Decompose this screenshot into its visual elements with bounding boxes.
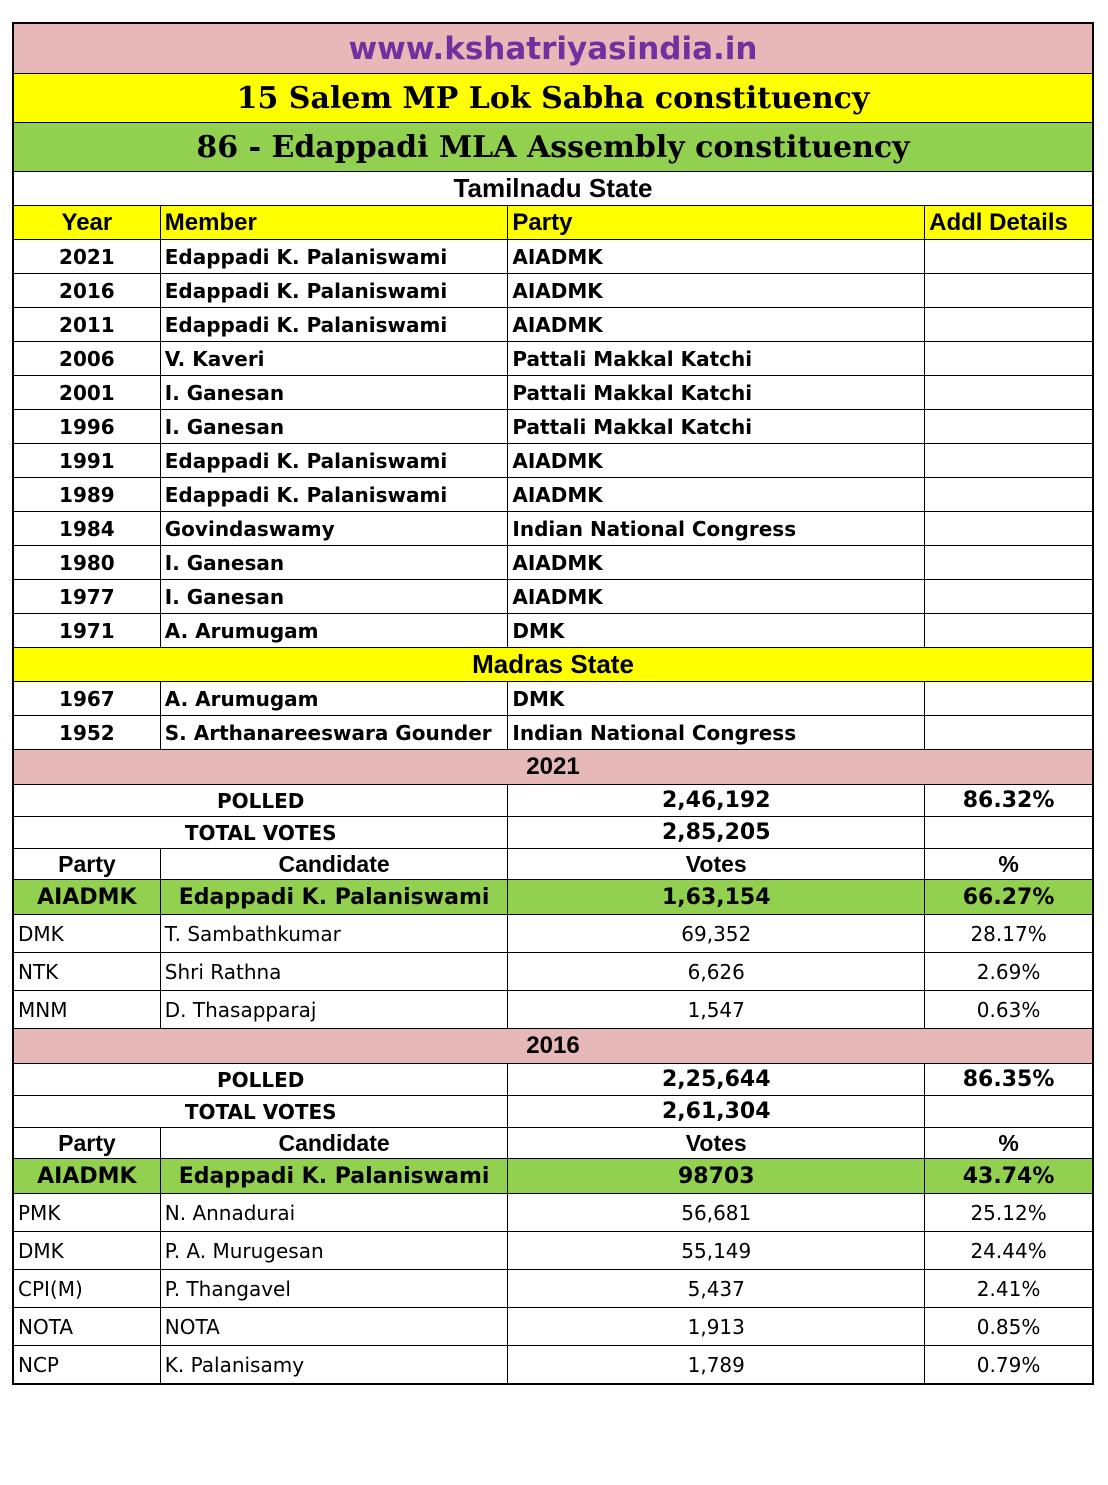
candidate-party: CPI(M) [13, 1270, 160, 1308]
member-name: Edappadi K. Palaniswami [160, 274, 508, 308]
member-party: DMK [508, 682, 925, 716]
candidate-votes: 5,437 [508, 1270, 925, 1308]
member-year: 1984 [13, 512, 160, 546]
winner-party: AIADMK [13, 880, 160, 915]
winner-percent: 66.27% [925, 880, 1093, 915]
member-addl-details [925, 444, 1093, 478]
winner-row [13, 1159, 1093, 1194]
polled-votes: 2,25,644 [508, 1064, 925, 1096]
results-header-percent: % [925, 849, 1093, 880]
member-addl-details [925, 376, 1093, 410]
member-row [13, 274, 1093, 308]
candidate-row [13, 1194, 1093, 1232]
results-header-candidate: Candidate [160, 849, 508, 880]
candidate-party: PMK [13, 1194, 160, 1232]
candidate-party: NCP [13, 1346, 160, 1385]
member-party: AIADMK [508, 274, 925, 308]
header-year: Year [13, 206, 160, 240]
candidate-votes: 56,681 [508, 1194, 925, 1232]
member-year: 2021 [13, 240, 160, 274]
state-label-madras: Madras State [13, 648, 1093, 682]
candidate-percent: 2.41% [925, 1270, 1093, 1308]
member-row [13, 614, 1093, 648]
member-addl-details [925, 478, 1093, 512]
member-party: AIADMK [508, 444, 925, 478]
candidate-party: MNM [13, 991, 160, 1029]
member-row [13, 410, 1093, 444]
total-votes-empty [925, 817, 1093, 849]
member-name: Edappadi K. Palaniswami [160, 478, 508, 512]
member-year: 1967 [13, 682, 160, 716]
candidate-percent: 2.69% [925, 953, 1093, 991]
candidate-row [13, 915, 1093, 953]
member-name: Edappadi K. Palaniswami [160, 308, 508, 342]
member-year: 2011 [13, 308, 160, 342]
candidate-name: NOTA [160, 1308, 508, 1346]
polled-percent: 86.35% [925, 1064, 1093, 1096]
member-party: Pattali Makkal Katchi [508, 410, 925, 444]
election-year-band [13, 750, 1093, 785]
candidate-row [13, 1232, 1093, 1270]
total-votes-row [13, 817, 1093, 849]
member-year: 2006 [13, 342, 160, 376]
candidate-party: DMK [13, 915, 160, 953]
lok-sabha-title: 15 Salem MP Lok Sabha constituency [13, 74, 1093, 123]
member-party: AIADMK [508, 240, 925, 274]
candidate-votes: 55,149 [508, 1232, 925, 1270]
member-year: 1996 [13, 410, 160, 444]
results-header-row [13, 849, 1093, 880]
polled-row [13, 1064, 1093, 1096]
members-header-row [13, 206, 1093, 240]
member-party: Pattali Makkal Katchi [508, 376, 925, 410]
header-party: Party [508, 206, 925, 240]
polled-label: POLLED [13, 785, 508, 817]
results-header-row [13, 1128, 1093, 1159]
polled-label: POLLED [13, 1064, 508, 1096]
member-year: 1977 [13, 580, 160, 614]
candidate-row [13, 1308, 1093, 1346]
site-url[interactable]: www.kshatriyasindia.in [13, 23, 1093, 74]
candidate-name: K. Palanisamy [160, 1346, 508, 1385]
candidate-party: NOTA [13, 1308, 160, 1346]
member-addl-details [925, 512, 1093, 546]
member-row [13, 546, 1093, 580]
candidate-row [13, 953, 1093, 991]
member-addl-details [925, 580, 1093, 614]
candidate-party: NTK [13, 953, 160, 991]
candidate-votes: 1,913 [508, 1308, 925, 1346]
member-addl-details [925, 546, 1093, 580]
member-name: I. Ganesan [160, 580, 508, 614]
member-name: S. Arthanareeswara Gounder [160, 716, 508, 750]
total-votes-empty [925, 1096, 1093, 1128]
member-name: A. Arumugam [160, 682, 508, 716]
member-addl-details [925, 240, 1093, 274]
member-party: Pattali Makkal Katchi [508, 342, 925, 376]
polled-percent: 86.32% [925, 785, 1093, 817]
candidate-party: DMK [13, 1232, 160, 1270]
member-name: Edappadi K. Palaniswami [160, 444, 508, 478]
total-votes-label: TOTAL VOTES [13, 817, 508, 849]
results-header-party: Party [13, 1128, 160, 1159]
winner-votes: 1,63,154 [508, 880, 925, 915]
member-party: AIADMK [508, 580, 925, 614]
member-name: Govindaswamy [160, 512, 508, 546]
header-member: Member [160, 206, 508, 240]
member-year: 1989 [13, 478, 160, 512]
results-header-votes: Votes [508, 1128, 925, 1159]
candidate-votes: 1,547 [508, 991, 925, 1029]
candidate-name: P. Thangavel [160, 1270, 508, 1308]
total-votes-value: 2,61,304 [508, 1096, 925, 1128]
election-year: 2021 [13, 750, 1093, 785]
constituency-sheet [12, 22, 1094, 1385]
winner-row [13, 880, 1093, 915]
results-header-candidate: Candidate [160, 1128, 508, 1159]
member-row [13, 240, 1093, 274]
member-name: Edappadi K. Palaniswami [160, 240, 508, 274]
member-year: 1971 [13, 614, 160, 648]
winner-party: AIADMK [13, 1159, 160, 1194]
member-party: Indian National Congress [508, 512, 925, 546]
candidate-votes: 1,789 [508, 1346, 925, 1385]
member-row [13, 580, 1093, 614]
member-addl-details [925, 716, 1093, 750]
member-party: AIADMK [508, 478, 925, 512]
member-name: I. Ganesan [160, 546, 508, 580]
candidate-percent: 0.63% [925, 991, 1093, 1029]
member-year: 1991 [13, 444, 160, 478]
total-votes-row [13, 1096, 1093, 1128]
candidate-name: T. Sambathkumar [160, 915, 508, 953]
candidate-percent: 0.79% [925, 1346, 1093, 1385]
candidate-row [13, 1270, 1093, 1308]
member-year: 2016 [13, 274, 160, 308]
member-name: I. Ganesan [160, 376, 508, 410]
candidate-percent: 28.17% [925, 915, 1093, 953]
results-header-votes: Votes [508, 849, 925, 880]
member-row [13, 342, 1093, 376]
member-year: 1952 [13, 716, 160, 750]
member-row [13, 376, 1093, 410]
candidate-percent: 25.12% [925, 1194, 1093, 1232]
member-row [13, 512, 1093, 546]
member-year: 2001 [13, 376, 160, 410]
member-addl-details [925, 614, 1093, 648]
election-year: 2016 [13, 1029, 1093, 1064]
member-addl-details [925, 274, 1093, 308]
member-party: AIADMK [508, 546, 925, 580]
polled-votes: 2,46,192 [508, 785, 925, 817]
candidate-votes: 6,626 [508, 953, 925, 991]
total-votes-value: 2,85,205 [508, 817, 925, 849]
candidate-percent: 0.85% [925, 1308, 1093, 1346]
candidate-votes: 69,352 [508, 915, 925, 953]
candidate-name: D. Thasapparaj [160, 991, 508, 1029]
member-party: DMK [508, 614, 925, 648]
candidate-row [13, 991, 1093, 1029]
assembly-title: 86 - Edappadi MLA Assembly constituency [13, 123, 1093, 172]
member-name: V. Kaveri [160, 342, 508, 376]
member-row [13, 682, 1093, 716]
candidate-row [13, 1346, 1093, 1385]
total-votes-label: TOTAL VOTES [13, 1096, 508, 1128]
winner-candidate: Edappadi K. Palaniswami [160, 1159, 508, 1194]
member-row [13, 478, 1093, 512]
member-name: A. Arumugam [160, 614, 508, 648]
member-addl-details [925, 410, 1093, 444]
member-party: AIADMK [508, 308, 925, 342]
header-addl-details: Addl Details [925, 206, 1093, 240]
polled-row [13, 785, 1093, 817]
member-addl-details [925, 308, 1093, 342]
member-row [13, 308, 1093, 342]
member-row [13, 716, 1093, 750]
results-header-percent: % [925, 1128, 1093, 1159]
winner-candidate: Edappadi K. Palaniswami [160, 880, 508, 915]
member-party: Indian National Congress [508, 716, 925, 750]
candidate-name: Shri Rathna [160, 953, 508, 991]
member-row [13, 444, 1093, 478]
candidate-percent: 24.44% [925, 1232, 1093, 1270]
member-addl-details [925, 342, 1093, 376]
winner-votes: 98703 [508, 1159, 925, 1194]
results-header-party: Party [13, 849, 160, 880]
member-year: 1980 [13, 546, 160, 580]
member-addl-details [925, 682, 1093, 716]
candidate-name: P. A. Murugesan [160, 1232, 508, 1270]
winner-percent: 43.74% [925, 1159, 1093, 1194]
election-year-band [13, 1029, 1093, 1064]
state-label-tamilnadu: Tamilnadu State [13, 172, 1093, 206]
candidate-name: N. Annadurai [160, 1194, 508, 1232]
member-name: I. Ganesan [160, 410, 508, 444]
